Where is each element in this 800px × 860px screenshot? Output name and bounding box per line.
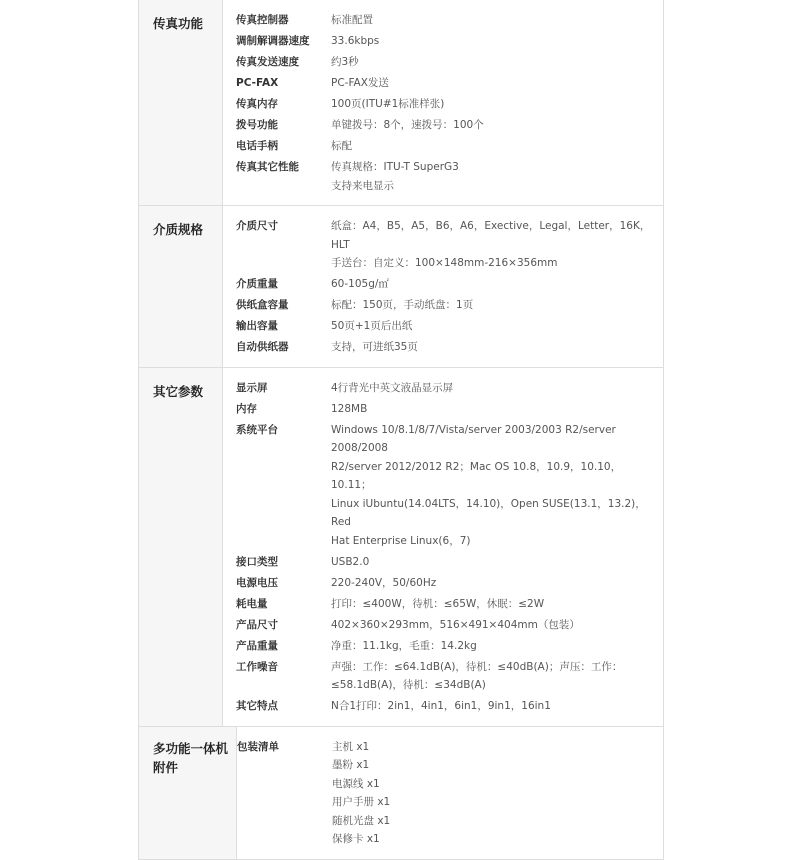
spec-label: 产品重量: [236, 639, 278, 652]
spec-value: [331, 32, 663, 51]
spec-row: [236, 338, 663, 357]
spec-value-line: 标准配置: [331, 14, 373, 26]
spec-label: 调制解调器速度: [236, 35, 310, 47]
spec-rows: [223, 368, 663, 726]
spec-row: [236, 74, 663, 93]
spec-row: [236, 658, 663, 695]
spec-value: [331, 379, 663, 398]
spec-value-line: USB2.0: [331, 555, 370, 568]
spec-label: 传真发送速度: [236, 56, 299, 68]
spec-label: 接口类型: [236, 555, 278, 568]
spec-label: 电源电压: [236, 576, 278, 589]
spec-value-line: 标配: [331, 140, 352, 152]
spec-value-line: ≤58.1dB(A)，待机：≤34dB(A): [331, 679, 486, 691]
spec-value-line: 随机光盘 x1: [332, 814, 391, 827]
spec-label: 介质重量: [236, 278, 278, 290]
spec-value-line: 支持来电显示: [331, 179, 394, 192]
spec-label: 电话手柄: [236, 140, 278, 152]
spec-value-line: 支持，可进纸35页: [331, 341, 418, 353]
spec-value-line: 打印：≤400W，待机：≤65W，休眠：≤2W: [331, 597, 545, 610]
spec-value-line: 传真规格：ITU-T SuperG3: [331, 161, 459, 173]
spec-value: [331, 317, 663, 336]
spec-value-line: Linux iUbuntu(14.04LTS，14.10)，Open SUSE(13.1，13.2)，Red: [331, 497, 646, 528]
spec-value: [331, 595, 663, 614]
spec-value-line: 标配：150页，手动纸盘：1页: [331, 299, 474, 311]
spec-value-line: 220-240V，50/60Hz: [331, 576, 437, 589]
spec-value-line: 128MB: [331, 402, 368, 415]
spec-value-line: 约3秒: [331, 56, 359, 68]
spec-value-line: 33.6kbps: [331, 35, 380, 47]
spec-label: 传真内存: [236, 98, 278, 110]
spec-rows: [237, 727, 663, 859]
spec-label: 显示屏: [236, 381, 268, 394]
spec-row: [236, 296, 663, 315]
spec-value-line: 4行背光中英文液晶显示屏: [331, 381, 454, 394]
spec-row: [236, 574, 663, 593]
spec-row: [237, 738, 663, 849]
spec-value-line: 单键拨号：8个，速拨号：100个: [331, 119, 484, 131]
spec-value: [331, 296, 663, 315]
spec-row: [236, 595, 663, 614]
spec-label: 输出容量: [236, 320, 278, 332]
spec-row: [236, 11, 663, 30]
spec-row: [236, 53, 663, 72]
spec-row: [236, 137, 663, 156]
spec-value-line: 净重：11.1kg，毛重：14.2kg: [331, 639, 477, 652]
spec-label: 传真控制器: [236, 14, 289, 26]
spec-row: [236, 421, 663, 551]
section-category: 介质规格: [139, 206, 223, 367]
spec-value-line: 50页+1页后出纸: [331, 320, 413, 332]
spec-value-line: 402×360×293mm，516×491×404mm（包装）: [331, 618, 580, 631]
spec-row: [236, 616, 663, 635]
spec-value-line: R2/server 2012/2012 R2；Mac OS 10.8，10.9，10.10，10.11；: [331, 460, 622, 491]
spec-label: 工作噪音: [236, 660, 278, 673]
spec-value-line: 纸盒：A4，B5，A5，B6，A6，Exective，Legal，Letter，16K，HLT: [331, 220, 651, 251]
spec-value-line: 墨粉 x1: [332, 759, 370, 771]
spec-label: 产品尺寸: [236, 618, 278, 631]
spec-value: [331, 95, 663, 114]
spec-label: 介质尺寸: [236, 220, 278, 232]
spec-value-line: 100页(ITU#1标准样张): [331, 98, 445, 110]
spec-label: 拨号功能: [236, 119, 278, 131]
spec-value-line: 60-105g/㎡: [331, 278, 389, 290]
spec-value: [331, 137, 663, 156]
spec-value: [331, 697, 663, 716]
spec-label: 系统平台: [236, 423, 278, 436]
spec-label: 自动供纸器: [236, 341, 289, 353]
spec-value-line: Hat Enterprise Linux(6，7): [331, 534, 471, 547]
spec-label: 包装清单: [237, 740, 279, 753]
spec-row: [236, 317, 663, 336]
spec-value-line: 手送台：自定义：100×148mm-216×356mm: [331, 257, 558, 269]
spec-value: [332, 738, 663, 849]
spec-row: [236, 697, 663, 716]
spec-value: [331, 400, 663, 419]
spec-section: [139, 368, 663, 727]
spec-value-line: Windows 10/8.1/8/7/Vista/server 2003/2003 R2/server 2008/2008: [331, 423, 616, 454]
spec-value: [331, 74, 663, 93]
spec-value: [331, 338, 663, 357]
spec-value-line: 主机 x1: [332, 740, 370, 753]
spec-value: [331, 421, 663, 551]
spec-value: [331, 116, 663, 135]
spec-row: [236, 637, 663, 656]
spec-value: [331, 217, 663, 273]
spec-value: [331, 616, 663, 635]
spec-row: [236, 95, 663, 114]
spec-value: [331, 275, 663, 294]
spec-row: [236, 158, 663, 195]
spec-rows: [223, 0, 663, 205]
spec-row: [236, 553, 663, 572]
spec-table: [138, 0, 664, 860]
section-category: 传真功能: [139, 0, 223, 205]
spec-value: [331, 158, 663, 195]
spec-value-line: 电源线 x1: [332, 777, 380, 790]
spec-value-line: PC-FAX发送: [331, 77, 389, 89]
spec-value-line: 声强：工作：≤64.1dB(A)，待机：≤40dB(A)；声压：工作：: [331, 660, 623, 673]
spec-section: [139, 727, 663, 860]
spec-value-line: 保修卡 x1: [332, 833, 380, 845]
spec-value: [331, 658, 663, 695]
spec-row: [236, 275, 663, 294]
spec-value: [331, 53, 663, 72]
spec-value: [331, 553, 663, 572]
spec-row: [236, 400, 663, 419]
spec-row: [236, 116, 663, 135]
spec-label: 传真其它性能: [236, 161, 299, 173]
section-category: 其它参数: [139, 368, 223, 726]
spec-value-line: 用户手册 x1: [332, 796, 391, 808]
section-category: 多功能一体机附件: [139, 727, 237, 859]
spec-label: PC-FAX: [236, 77, 279, 89]
spec-label: 其它特点: [236, 700, 278, 712]
spec-rows: [223, 206, 663, 367]
spec-row: [236, 379, 663, 398]
spec-value-line: N合1打印：2in1，4in1，6in1，9in1，16in1: [331, 700, 551, 712]
spec-section: [139, 0, 663, 206]
spec-section: [139, 206, 663, 368]
spec-value: [331, 11, 663, 30]
spec-value: [331, 574, 663, 593]
spec-row: [236, 217, 663, 273]
spec-label: 供纸盒容量: [236, 299, 289, 311]
spec-label: 耗电量: [236, 597, 268, 610]
spec-row: [236, 32, 663, 51]
spec-value: [331, 637, 663, 656]
spec-label: 内存: [236, 402, 257, 415]
